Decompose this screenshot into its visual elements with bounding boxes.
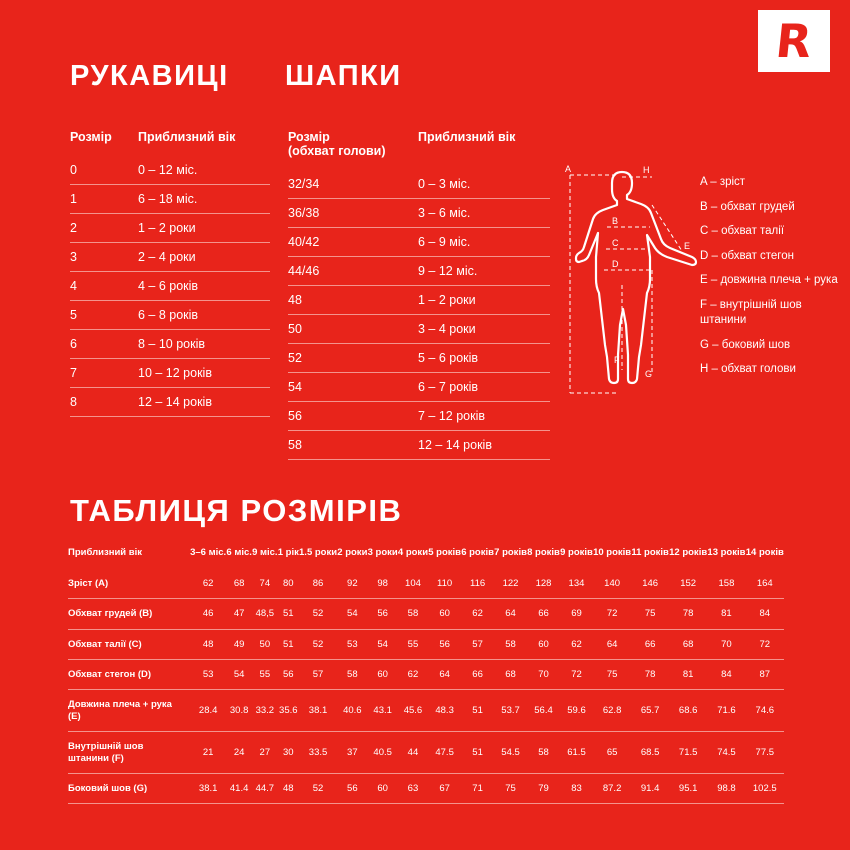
cell: 58	[337, 660, 367, 690]
cell-age: 12 – 14 років	[418, 431, 550, 460]
cell: 51	[461, 690, 494, 732]
cell: 53	[190, 660, 226, 690]
col-11: 8 років	[527, 547, 560, 558]
cell: 30.8	[226, 690, 252, 732]
cell-age: 6 – 8 років	[138, 301, 270, 330]
cell: 41.4	[226, 774, 252, 804]
cell: 33.5	[299, 732, 337, 774]
cell-size: 6	[70, 330, 138, 359]
table-row	[288, 315, 550, 344]
cell: 53	[337, 629, 367, 659]
cell: 83	[560, 774, 593, 804]
cell: 110	[428, 569, 461, 599]
cell-age: 0 – 3 міс.	[418, 170, 550, 199]
row-label: Обхват стегон (D)	[68, 660, 190, 690]
col-2: 9 міс.	[252, 547, 278, 558]
cell: 70	[527, 660, 560, 690]
logo-letter: R	[773, 14, 815, 68]
cell: 54	[368, 629, 398, 659]
cell-size: 32/34	[288, 170, 418, 199]
cell: 77.5	[746, 732, 784, 774]
marker-G: G	[645, 369, 653, 379]
col-3: 1 рік	[277, 547, 299, 558]
cell: 72	[560, 660, 593, 690]
cell-size: 40/42	[288, 228, 418, 257]
cell: 74.5	[707, 732, 745, 774]
cell: 43.1	[368, 690, 398, 732]
col-4: 1.5 роки	[299, 547, 338, 558]
col-6: 3 роки	[367, 547, 398, 558]
cell: 65.7	[631, 690, 669, 732]
cell: 51	[278, 629, 299, 659]
col-0: 3–6 міс.	[190, 547, 227, 558]
cell: 35.6	[278, 690, 299, 732]
table-row	[288, 228, 550, 257]
table-row	[68, 629, 784, 659]
cell-size: 0	[70, 156, 138, 185]
cell: 91.4	[631, 774, 669, 804]
cell: 21	[190, 732, 226, 774]
cell-age: 6 – 18 міс.	[138, 185, 270, 214]
legend-item-d: D – обхват стегон	[700, 249, 794, 262]
cell: 45.6	[398, 690, 428, 732]
cell: 44	[398, 732, 428, 774]
cell: 47	[226, 599, 252, 629]
cell: 71.5	[669, 732, 707, 774]
cell-size: 36/38	[288, 199, 418, 228]
table-row	[70, 185, 270, 214]
cell-age: 10 – 12 років	[138, 359, 270, 388]
cell-age: 9 – 12 міс.	[418, 257, 550, 286]
cell: 55	[252, 660, 278, 690]
cell: 61.5	[560, 732, 593, 774]
cell: 78	[669, 599, 707, 629]
cell-size: 4	[70, 272, 138, 301]
gloves-col-age: Приблизний вік	[138, 130, 236, 144]
table-header-row	[288, 130, 550, 170]
cell: 98	[368, 569, 398, 599]
marker-C: C	[612, 238, 619, 248]
cell: 64	[428, 660, 461, 690]
col-7: 4 роки	[397, 547, 429, 558]
cell-age: 1 – 2 роки	[138, 214, 270, 243]
cell: 33.2	[252, 690, 278, 732]
body-measurement-figure	[560, 165, 710, 410]
cell: 80	[278, 569, 299, 599]
brand-logo	[758, 10, 830, 72]
cell: 48	[278, 774, 299, 804]
row-label: Обхват грудей (B)	[68, 599, 190, 629]
cell-size: 5	[70, 301, 138, 330]
cell: 158	[707, 569, 745, 599]
cell-size: 7	[70, 359, 138, 388]
cell: 48.3	[428, 690, 461, 732]
gloves-heading: РУКАВИЦІ	[70, 60, 229, 92]
cell: 52	[299, 629, 337, 659]
cell: 102.5	[746, 774, 784, 804]
cell: 64	[494, 599, 527, 629]
cell: 60	[428, 599, 461, 629]
cell: 66	[461, 660, 494, 690]
cell-age: 3 – 4 роки	[418, 315, 550, 344]
col-1: 6 міс.	[226, 547, 252, 558]
table-row	[288, 344, 550, 373]
hats-size-table	[288, 130, 550, 460]
cell: 49	[226, 629, 252, 659]
table-row	[70, 272, 270, 301]
cell: 58	[398, 599, 428, 629]
cell: 57	[299, 660, 337, 690]
cell: 56	[278, 660, 299, 690]
marker-E: E	[684, 241, 691, 251]
col-13: 10 років	[593, 547, 632, 558]
gloves-col-size: Розмір	[70, 130, 112, 144]
hats-col-size-line1: Розмір	[288, 130, 330, 144]
cell: 128	[527, 569, 560, 599]
marker-F: F	[614, 355, 620, 365]
col-15: 12 років	[669, 547, 708, 558]
gloves-size-table	[70, 130, 270, 417]
cell-size: 3	[70, 243, 138, 272]
cell: 122	[494, 569, 527, 599]
cell: 87.2	[593, 774, 631, 804]
row-label: Обхват талії (C)	[68, 629, 190, 659]
cell: 56	[368, 599, 398, 629]
cell-size: 2	[70, 214, 138, 243]
cell: 52	[299, 599, 337, 629]
cell-age: 2 – 4 роки	[138, 243, 270, 272]
cell: 53.7	[494, 690, 527, 732]
cell: 65	[593, 732, 631, 774]
cell: 66	[527, 599, 560, 629]
cell-size: 44/46	[288, 257, 418, 286]
cell-age: 12 – 14 років	[138, 388, 270, 417]
table-row	[68, 690, 784, 732]
table-row	[70, 359, 270, 388]
human-figure-diagram	[560, 165, 710, 410]
cell: 70	[707, 629, 745, 659]
cell: 134	[560, 569, 593, 599]
cell-age: 6 – 9 міс.	[418, 228, 550, 257]
cell-size: 1	[70, 185, 138, 214]
col-14: 11 років	[631, 547, 669, 558]
table-row	[70, 156, 270, 185]
cell-age: 0 – 12 міс.	[138, 156, 270, 185]
row-label: Зріст (A)	[68, 569, 190, 599]
cell: 60	[527, 629, 560, 659]
legend-item-c: C – обхват талії	[700, 225, 785, 238]
row-label: Внутрішній шов штанини (F)	[68, 732, 190, 774]
hats-col-size-line2: (обхват голови)	[288, 144, 386, 158]
hats-col-age: Приблизний вік	[418, 130, 516, 144]
cell: 86	[299, 569, 337, 599]
marker-D: D	[612, 259, 619, 269]
cell-size: 8	[70, 388, 138, 417]
table-row	[70, 301, 270, 330]
cell: 92	[337, 569, 367, 599]
cell: 67	[428, 774, 461, 804]
row-label: Довжина плеча + рука (E)	[68, 690, 190, 732]
cell: 68	[226, 569, 252, 599]
hats-heading: ШАПКИ	[285, 60, 402, 92]
cell: 140	[593, 569, 631, 599]
cell: 74.6	[746, 690, 784, 732]
table-row	[288, 402, 550, 431]
cell: 98.8	[707, 774, 745, 804]
col-17: 14 років	[745, 547, 784, 558]
cell: 62	[461, 599, 494, 629]
legend-item-f: F – внутрішній шов штанини	[700, 298, 802, 327]
table-row	[288, 199, 550, 228]
cell: 84	[707, 660, 745, 690]
table-row	[68, 660, 784, 690]
cell: 51	[461, 732, 494, 774]
cell-size: 50	[288, 315, 418, 344]
cell: 37	[337, 732, 367, 774]
cell: 69	[560, 599, 593, 629]
cell: 63	[398, 774, 428, 804]
table-row	[288, 431, 550, 460]
marker-B: B	[612, 216, 619, 226]
page-title: ТАБЛИЦЯ РОЗМІРІВ	[70, 493, 403, 528]
cell-size: 54	[288, 373, 418, 402]
legend-item-a: A – зріст	[700, 176, 746, 188]
legend-item-b: B – обхват грудей	[700, 200, 795, 213]
top-headings	[70, 60, 710, 93]
table-row	[68, 599, 784, 629]
cell: 48,5	[252, 599, 278, 629]
cell: 59.6	[560, 690, 593, 732]
col-10: 7 років	[494, 547, 527, 558]
cell: 75	[631, 599, 669, 629]
col-16: 13 років	[707, 547, 746, 558]
measurement-legend	[700, 175, 840, 387]
cell: 64	[593, 629, 631, 659]
cell: 47.5	[428, 732, 461, 774]
table-row	[288, 170, 550, 199]
cell: 79	[527, 774, 560, 804]
cell-age: 8 – 10 років	[138, 330, 270, 359]
cell: 62	[560, 629, 593, 659]
col-8: 5 років	[428, 547, 461, 558]
corner-label: Приблизний вік	[68, 547, 142, 558]
col-12: 9 років	[560, 547, 593, 558]
cell: 54.5	[494, 732, 527, 774]
col-9: 6 років	[461, 547, 494, 558]
table-row	[70, 243, 270, 272]
cell: 95.1	[669, 774, 707, 804]
cell: 146	[631, 569, 669, 599]
cell: 50	[252, 629, 278, 659]
cell: 54	[226, 660, 252, 690]
cell: 68.5	[631, 732, 669, 774]
cell-age: 1 – 2 роки	[418, 286, 550, 315]
cell: 48	[190, 629, 226, 659]
measurements-table	[68, 548, 784, 804]
cell-age: 4 – 6 років	[138, 272, 270, 301]
table-row	[68, 774, 784, 804]
cell: 62.8	[593, 690, 631, 732]
cell: 75	[593, 660, 631, 690]
legend-item-e: E – довжина плеча + рука	[700, 274, 838, 287]
table-row	[68, 732, 784, 774]
cell: 81	[707, 599, 745, 629]
cell: 52	[299, 774, 337, 804]
cell: 27	[252, 732, 278, 774]
cell-size: 56	[288, 402, 418, 431]
row-label: Боковий шов (G)	[68, 774, 190, 804]
table-row	[288, 286, 550, 315]
cell: 44.7	[252, 774, 278, 804]
cell: 74	[252, 569, 278, 599]
cell: 56	[428, 629, 461, 659]
cell-age: 7 – 12 років	[418, 402, 550, 431]
cell: 84	[746, 599, 784, 629]
table-row	[70, 388, 270, 417]
cell: 116	[461, 569, 494, 599]
cell: 28.4	[190, 690, 226, 732]
cell: 46	[190, 599, 226, 629]
cell: 56	[337, 774, 367, 804]
cell: 38.1	[190, 774, 226, 804]
marker-H: H	[643, 165, 650, 175]
cell: 60	[368, 660, 398, 690]
legend-item-g: G – боковий шов	[700, 338, 791, 351]
cell-size: 58	[288, 431, 418, 460]
col-5: 2 роки	[337, 547, 368, 558]
cell: 152	[669, 569, 707, 599]
cell: 71.6	[707, 690, 745, 732]
cell: 104	[398, 569, 428, 599]
cell-age: 6 – 7 років	[418, 373, 550, 402]
cell: 56.4	[527, 690, 560, 732]
cell: 164	[746, 569, 784, 599]
legend-item-h: H – обхват голови	[700, 363, 796, 376]
cell: 40.5	[368, 732, 398, 774]
cell: 40.6	[337, 690, 367, 732]
table-header-row	[68, 548, 784, 569]
cell: 58	[494, 629, 527, 659]
cell: 62	[190, 569, 226, 599]
cell: 58	[527, 732, 560, 774]
table-row	[68, 569, 784, 599]
marker-A: A	[565, 165, 572, 174]
cell-age: 5 – 6 років	[418, 344, 550, 373]
cell: 87	[746, 660, 784, 690]
table-row	[70, 214, 270, 243]
cell: 30	[278, 732, 299, 774]
cell: 81	[669, 660, 707, 690]
cell: 55	[398, 629, 428, 659]
table-row	[288, 373, 550, 402]
cell-age: 3 – 6 міс.	[418, 199, 550, 228]
cell: 60	[368, 774, 398, 804]
cell: 78	[631, 660, 669, 690]
cell: 62	[398, 660, 428, 690]
cell: 54	[337, 599, 367, 629]
cell: 24	[226, 732, 252, 774]
table-header-row	[70, 130, 270, 156]
cell: 68	[494, 660, 527, 690]
cell: 72	[746, 629, 784, 659]
cell-size: 52	[288, 344, 418, 373]
table-row	[70, 330, 270, 359]
cell: 71	[461, 774, 494, 804]
cell: 57	[461, 629, 494, 659]
hats-col-size	[288, 130, 418, 170]
cell: 68.6	[669, 690, 707, 732]
table-row	[288, 257, 550, 286]
cell: 68	[669, 629, 707, 659]
cell-size: 48	[288, 286, 418, 315]
cell: 38.1	[299, 690, 337, 732]
cell: 51	[278, 599, 299, 629]
cell: 66	[631, 629, 669, 659]
cell: 75	[494, 774, 527, 804]
cell: 72	[593, 599, 631, 629]
